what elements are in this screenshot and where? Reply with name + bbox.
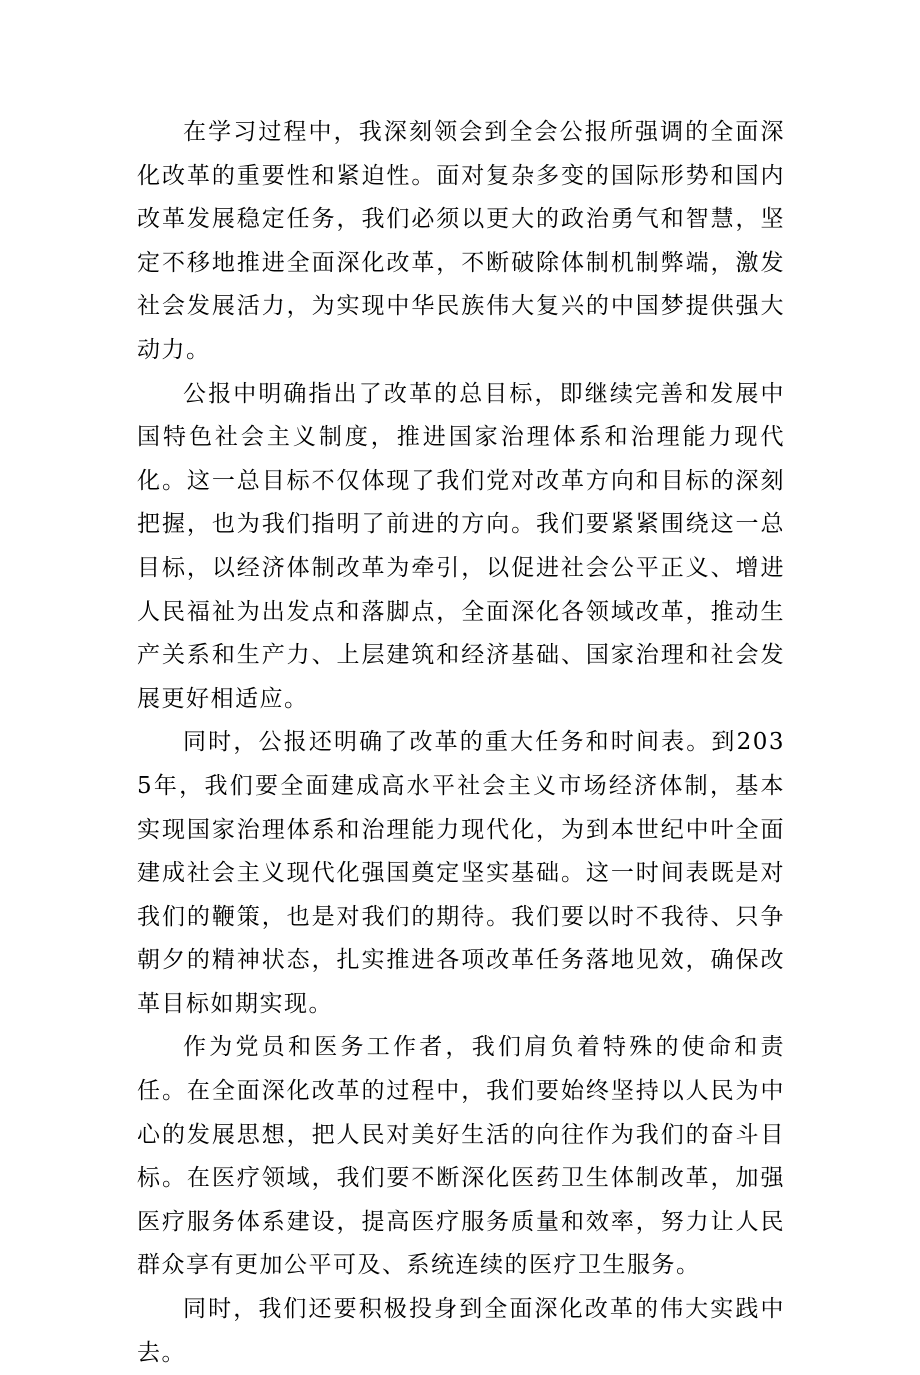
paragraph-5: 同时，我们还要积极投身到全面深化改革的伟大实践中去。 bbox=[137, 1296, 785, 1366]
document-body bbox=[137, 111, 785, 1375]
paragraph-1: 在学习过程中，我深刻领会到全会公报所强调的全面深化改革的重要性和紧迫性。面对复杂多变的国际形势和国内改革发展稳定任务，我们必须以更大的政治勇气和智慧，坚定不移地推进全面深化改革，不断破除体制机制弊端，激发社会发展活力，为实现中华民族伟大复兴的中国梦提供强大动力。 bbox=[137, 119, 785, 363]
paragraph-2: 公报中明确指出了改革的总目标，即继续完善和发展中国特色社会主义制度，推进国家治理体系和治理能力现代化。这一总目标不仅体现了我们党对改革方向和目标的深刻把握，也为我们指明了前进的方向。我们要紧紧围绕这一总目标，以经济体制改革为牵引，以促进社会公平正义、增进人民福祉为出发点和落脚点，全面深化各领域改革，推动生产关系和生产力、上层建筑和经济基础、国家治理和社会发展更好相适应。 bbox=[137, 380, 785, 712]
paragraph-3: 同时，公报还明确了改革的重大任务和时间表。到2035年，我们要全面建成高水平社会主义市场经济体制，基本实现国家治理体系和治理能力现代化，为到本世纪中叶全面建成社会主义现代化强国奠定坚实基础。这一时间表既是对我们的鞭策，也是对我们的期待。我们要以时不我待、只争朝夕的精神状态，扎实推进各项改革任务落地见效，确保改革目标如期实现。 bbox=[137, 729, 785, 1017]
paragraph-4: 作为党员和医务工作者，我们肩负着特殊的使命和责任。在全面深化改革的过程中，我们要始终坚持以人民为中心的发展思想，把人民对美好生活的向往作为我们的奋斗目标。在医疗领域，我们要不断深化医药卫生体制改革，加强医疗服务体系建设，提高医疗服务质量和效率，努力让人民群众享有更加公平可及、系统连续的医疗卫生服务。 bbox=[137, 1034, 785, 1279]
